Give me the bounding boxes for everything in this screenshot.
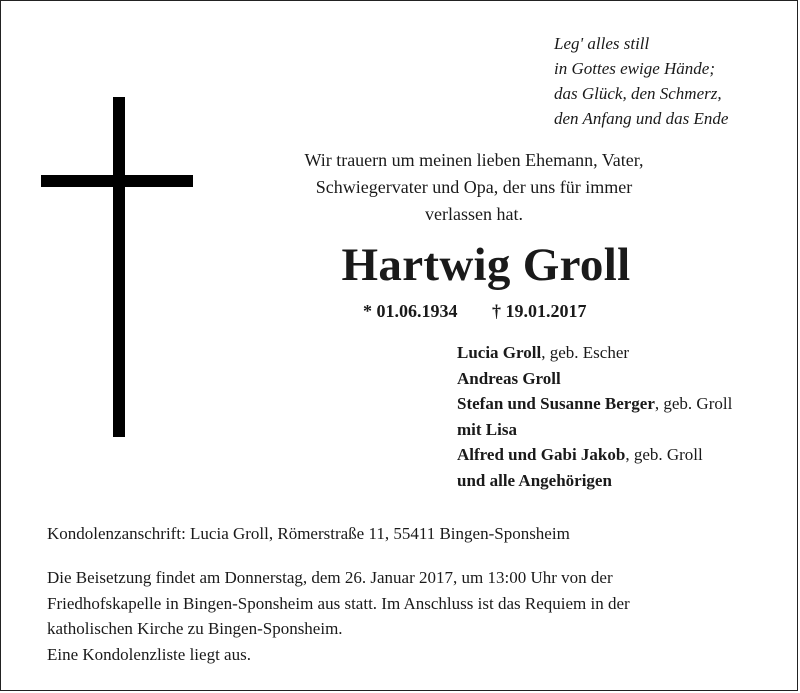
poem xyxy=(554,31,794,131)
info-line: Friedhofskapelle in Bingen-Sponsheim aus statt. Im Anschluss ist das Requiem in der xyxy=(47,593,630,613)
family-list xyxy=(457,340,797,493)
family-member-note: , geb. Escher xyxy=(541,343,630,362)
deceased-name: Hartwig Groll xyxy=(341,239,631,291)
family-member xyxy=(457,468,797,494)
info-line: katholischen Kirche zu Bingen-Sponsheim. xyxy=(47,619,343,638)
family-member-name: Stefan und Susanne Berger xyxy=(457,394,655,413)
family-member xyxy=(457,442,797,468)
mourning-intro xyxy=(269,147,679,228)
family-member xyxy=(457,340,797,366)
birth-date: * 01.06.1934 xyxy=(363,301,458,321)
life-dates xyxy=(363,299,587,323)
family-member-name: Lucia Groll xyxy=(457,343,542,362)
family-member-name: Andreas Groll xyxy=(457,368,561,388)
poem-line: das Glück, den Schmerz, xyxy=(554,84,722,103)
cross-icon xyxy=(41,97,193,437)
family-member xyxy=(457,366,797,392)
poem-line: Leg' alles still xyxy=(554,34,650,53)
family-member-note: , geb. Groll xyxy=(625,445,703,464)
intro-line: Schwiegervater und Opa, der uns für immer xyxy=(315,177,633,197)
intro-line: Wir trauern um meinen lieben Ehemann, Vater, xyxy=(304,150,644,170)
poem-line: in Gottes ewige Hände; xyxy=(554,59,715,78)
info-line: Die Beisetzung findet am Donnerstag, dem 26. Januar 2017, um 13:00 Uhr von der xyxy=(47,568,613,587)
family-member xyxy=(457,391,797,417)
intro-line: verlassen hat. xyxy=(425,204,523,224)
funeral-info xyxy=(47,565,767,667)
info-line: Eine Kondolenzliste liegt aus. xyxy=(47,644,251,664)
cross-horizontal-beam xyxy=(41,175,193,187)
family-member-note: , geb. Groll xyxy=(654,394,733,413)
family-member xyxy=(457,417,797,443)
poem-line: den Anfang und das Ende xyxy=(554,109,729,128)
cross-vertical-beam xyxy=(113,97,125,437)
family-member-name: mit Lisa xyxy=(457,419,517,439)
condolence-address: Kondolenzanschrift: Lucia Groll, Römerstraße 11, 55411 Bingen-Sponsheim xyxy=(47,524,570,543)
family-member-name: Alfred und Gabi Jakob xyxy=(457,445,626,464)
death-date: † 19.01.2017 xyxy=(492,301,587,321)
family-member-name: und alle Angehörigen xyxy=(457,470,612,490)
